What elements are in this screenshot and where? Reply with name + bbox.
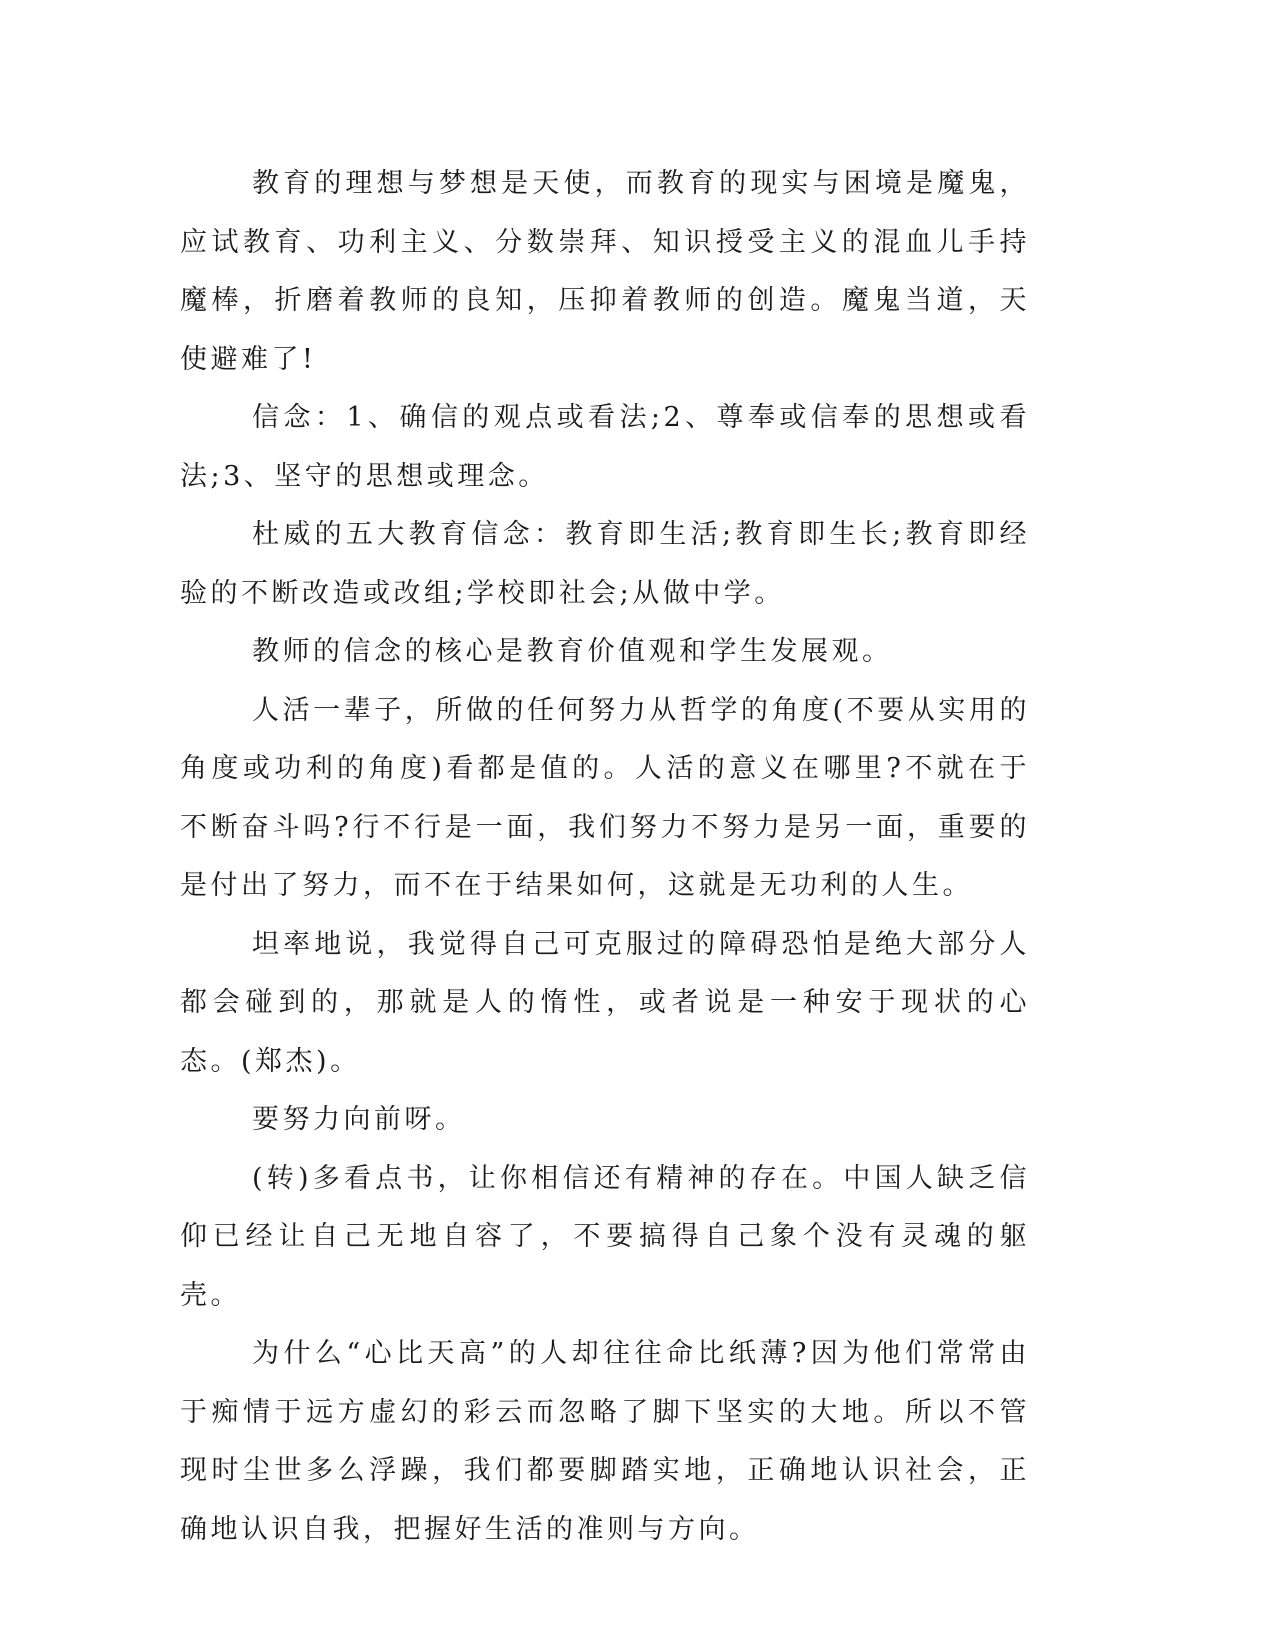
paragraph-8: (转)多看点书，让你相信还有精神的存在。中国人缺乏信仰已经让自己无地自容了，不要搞得自己象个没有灵魂的躯壳。 — [180, 1162, 1030, 1311]
paragraph-2: 信念：1、确信的观点或看法;2、尊奉或信奉的思想或看法;3、坚守的思想或理念。 — [180, 402, 1030, 492]
paragraph-3: 杜威的五大教育信念：教育即生活;教育即生长;教育即经验的不断改造或改组;学校即社会;从做中学。 — [180, 519, 1030, 609]
paragraph-4: 教师的信念的核心是教育价值观和学生发展观。 — [252, 636, 893, 667]
paragraph-1: 教育的理想与梦想是天使，而教育的现实与困境是魔鬼，应试教育、功利主义、分数崇拜、知识授受主义的混血儿手持魔棒，折磨着教师的良知，压抑着教师的创造。魔鬼当道，天使避难了! — [180, 168, 1030, 375]
paragraph-6: 坦率地说，我觉得自己可克服过的障碍恐怕是绝大部分人都会碰到的，那就是人的惰性，或者说是一种安于现状的心态。(郑杰)。 — [180, 928, 1030, 1077]
document-body — [180, 155, 1030, 1559]
paragraph-7: 要努力向前呀。 — [252, 1104, 466, 1135]
paragraph-5: 人活一辈子，所做的任何努力从哲学的角度(不要从实用的角度或功利的角度)看都是值的。人活的意义在哪里?不就在于不断奋斗吗?行不行是一面，我们努力不努力是另一面，重要的是付出了努力，而不在于结果如何，这就是无功利的人生。 — [180, 694, 1030, 901]
paragraph-9: 为什么“心比天高”的人却往往命比纸薄?因为他们常常由于痴情于远方虚幻的彩云而忽略了脚下坚实的大地。所以不管现时尘世多么浮躁，我们都要脚踏实地，正确地认识社会，正确地认识自我，把握好生活的准则与方向。 — [180, 1338, 1030, 1545]
